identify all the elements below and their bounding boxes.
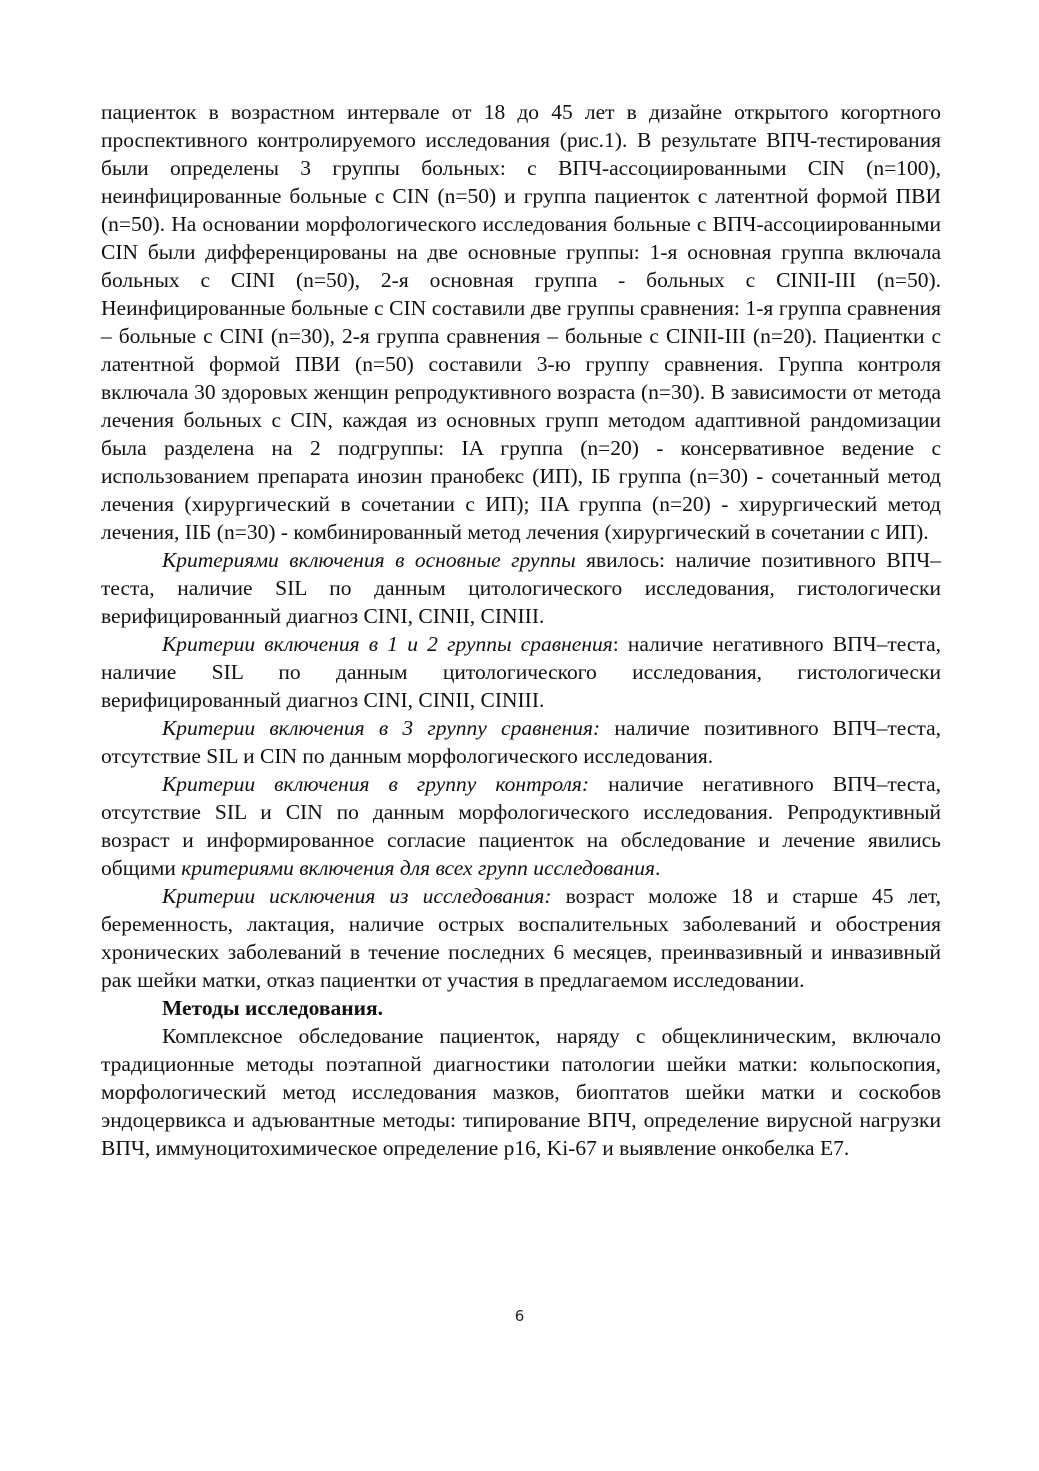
page-number: 6 [514,1307,525,1325]
main-groups-criteria-text: явилось: наличие позитивного ВПЧ–теста, наличие SIL по данным цитологического исследования, гистологически верифицированный диагноз CINI, CINII, CINIII. [101,548,941,628]
comparison-1-2-criteria-text: : наличие негативного ВПЧ–теста, наличие SIL по данным цитологического исследования, гистологически верифицированный диагноз CINI, CINII, CINIII. [101,632,942,712]
paragraph-comparison-3-criteria [101,714,941,770]
control-criteria-emphasis: критериями включения для всех групп исследования [181,856,655,880]
exclusion-criteria-lead: Критерии исключения из исследования: [162,884,552,908]
section-heading-methods: Методы исследования. [162,996,384,1020]
paragraph-control-criteria [101,770,941,882]
paragraph-comparison-1-2-criteria [101,630,941,714]
exclusion-criteria-text: возраст моложе 18 и старше 45 лет, беременность, лактация, наличие острых воспалительных заболеваний и обострения хронических заболеваний в течение последних 6 месяцев, преинвазивный и инвазивный рак шейки матки, отказ пациентки от участия в предлагаемом исследовании. [101,884,941,992]
paragraph-exclusion-criteria [101,882,941,994]
paragraph-methods: Комплексное обследование пациенток, наряду с общеклиническим, включало традиционные методы поэтапной диагностики патологии шейки матки: кольпоскопия, морфологический метод исследования мазков, биоптатов шейки матки и соскобов эндоцервикса и адъювантные методы: типирование ВПЧ, определение вирусной нагрузки ВПЧ, иммуноцитохимическое определение p16, Ki-67 и выявление онкобелка E7. [101,1024,941,1160]
comparison-3-criteria-text: наличие позитивного ВПЧ–теста, отсутствие SIL и CIN по данным морфологического исследования. [101,716,941,768]
control-criteria-tail: . [654,856,661,880]
paragraph-study-design: пациенток в возрастном интервале от 18 до 45 лет в дизайне открытого когортного проспективного контролируемого исследования (рис.1). В результате ВПЧ-тестирования были определены 3 группы больных: с ВПЧ-ассоциированными CIN (n=100), неинфицированные больные с CIN (n=50) и группа пациенток с латентной формой ПВИ (n=50). На основании морфологического исследования больные с ВПЧ-ассоциированными CIN были дифференцированы на две основные группы: 1-я основная группа включала больных с CINI (n=50), 2-я основная группа - больных с CINII-III (n=50). Неинфицированные больные с CIN составили две группы сравнения: 1-я группа сравнения – больные с CINI (n=30), 2-я группа сравнения – больные с CINII-III (n=20). Пациентки с латентной формой ПВИ (n=50) составили 3-ю группу сравнения. Группа контроля включала 30 здоровых женщин репродуктивного возраста (n=30). В зависимости от метода лечения больных с CIN, каждая из основных групп методом адаптивной рандомизации была разделена на 2 подгруппы: IA группа (n=20) - консервативное ведение с использованием препарата инозин пранобекс (ИП), IБ группа (n=30) - сочетанный метод лечения (хирургический в сочетании с ИП); IIA группа (n=20) - хирургический метод лечения, IIБ (n=30) - комбинированный метод лечения (хирургический в сочетании с ИП). [101,100,941,544]
paragraph-main-groups-criteria [101,546,941,630]
control-criteria-text: наличие негативного ВПЧ–теста, отсутствие SIL и CIN по данным морфологического исследования. Репродуктивный возраст и информированное согласие пациенток на обследование и лечение явились общими [101,772,941,880]
document-body [101,98,941,1162]
main-groups-criteria-lead: Критериями включения в основные группы [162,548,576,572]
control-criteria-lead: Критерии включения в группу контроля: [162,772,590,796]
comparison-1-2-criteria-lead: Критерии включения в 1 и 2 группы сравнения [162,632,613,656]
comparison-3-criteria-lead: Критерии включения в 3 группу сравнения: [162,716,601,740]
